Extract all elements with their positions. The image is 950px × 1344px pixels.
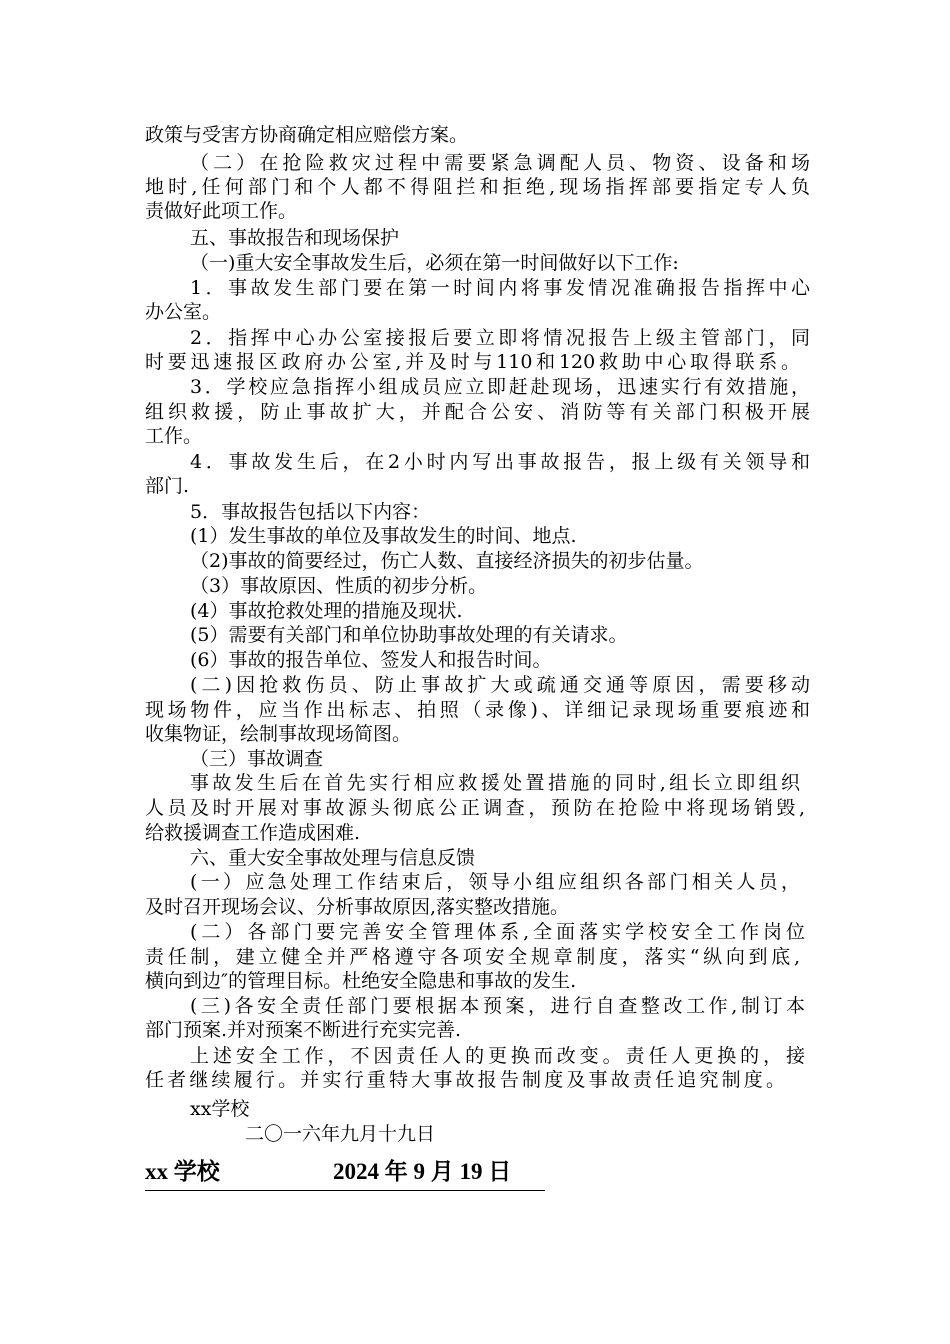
section-heading: 六、重大安全事故处理与信息反馈 (190, 847, 476, 869)
text-line: 政策与受害方协商确定相应赔偿方案。 (145, 124, 469, 146)
text-line: 人员及时开展对事故源头彻底公正调查，预防在抢险中将现场销毁, (145, 797, 805, 819)
text-line: 责任制，建立健全并严格遵守各项安全规章制度，落实“纵向到底, (145, 946, 800, 968)
text-line: 部门预案.并对预案不断进行充实完善. (145, 1019, 462, 1041)
text-line: 1．事故发生部门要在第一时间内将事发情况准确报告指挥中心 (190, 277, 810, 299)
footer-school: xx 学校 (145, 1159, 220, 1184)
signature-date: 二〇一六年九月十九日 (245, 1123, 436, 1145)
text-line: （2)事故的简要经过，伤亡人数、直接经济损失的初步估量。 (190, 550, 704, 572)
text-line: 任者继续履行。并实行重特大事故报告制度及事故责任追究制度。 (145, 1069, 785, 1091)
text-line: 上述安全工作，不因责任人的更换而改变。责任人更换的，接 (190, 1045, 805, 1067)
text-line: (4）事故抢救处理的措施及现状. (190, 600, 463, 622)
text-line: 及时召开现场会议、分析事故原因,落实整改措施。 (145, 896, 570, 918)
text-line: 4．事故发生后，在2小时内写出事故报告，报上级有关领导和 (190, 451, 810, 473)
text-line: （三）事故调查 (190, 748, 324, 770)
text-line: (三)各安全责任部门要根据本预案，进行自查整改工作,制订本 (190, 995, 805, 1017)
footer-date: 2024 年 9 月 19 日 (333, 1159, 512, 1184)
section-heading: 五、事故报告和现场保护 (190, 227, 400, 249)
text-line: (6）事故的报告单位、签发人和报告时间。 (190, 649, 552, 671)
text-line: 责做好此项工作。 (145, 200, 298, 222)
text-line: 收集物证，绘制事故现场简图。 (145, 723, 412, 745)
text-line: 工作。 (145, 425, 203, 447)
text-line: (1）发生事故的单位及事故发生的时间、地点. (190, 525, 577, 547)
text-line: 组织救援，防止事故扩大，并配合公安、消防等有关部门积极开展 (145, 401, 810, 423)
text-line: (一）应急处理工作结束后，领导小组应组织各部门相关人员， (190, 871, 800, 893)
text-line: 时要迅速报区政府办公室,并及时与110和120救助中心取得联系。 (145, 351, 800, 373)
text-line: （二）在抢险救灾过程中需要紧急调配人员、物资、设备和场 (190, 152, 810, 174)
text-line: 现场物件，应当作出标志、拍照（录像)、详细记录现场重要痕迹和 (145, 699, 810, 721)
text-line: 横向到边″的管理目标。杜绝安全隐患和事故的发生. (145, 970, 577, 992)
text-line: （一)重大安全事故发生后，必须在第一时间做好以下工作: (190, 252, 679, 274)
text-line: 3．学校应急指挥小组成员应立即赶赴现场，迅速实行有效措施， (190, 376, 810, 398)
signature-school: xx学校 (190, 1098, 250, 1120)
text-line: 5．事故报告包括以下内容： (190, 501, 431, 523)
text-line: 办公室。 (145, 301, 222, 323)
text-line: 事故发生后在首先实行相应救援处置措施的同时,组长立即组织 (190, 772, 800, 794)
text-line: 地时,任何部门和个人都不得阻拦和拒绝,现场指挥部要指定专人负 (145, 176, 810, 198)
text-line: （3）事故原因、性质的初步分析。 (190, 575, 488, 597)
text-line: (二）各部门要完善安全管理体系,全面落实学校安全工作岗位 (190, 921, 805, 943)
text-line: (5）需要有关部门和单位协助事故处理的有关请求。 (190, 624, 628, 646)
text-line: 给救援调查工作造成困难. (145, 822, 361, 844)
footer-signature (145, 1158, 545, 1191)
text-line: 2．指挥中心办公室接报后要立即将情况报告上级主管部门，同 (190, 327, 810, 349)
text-line: (二)因抢救伤员、防止事故扩大或疏通交通等原因，需要移动 (190, 674, 810, 696)
text-line: 部门. (145, 475, 190, 497)
